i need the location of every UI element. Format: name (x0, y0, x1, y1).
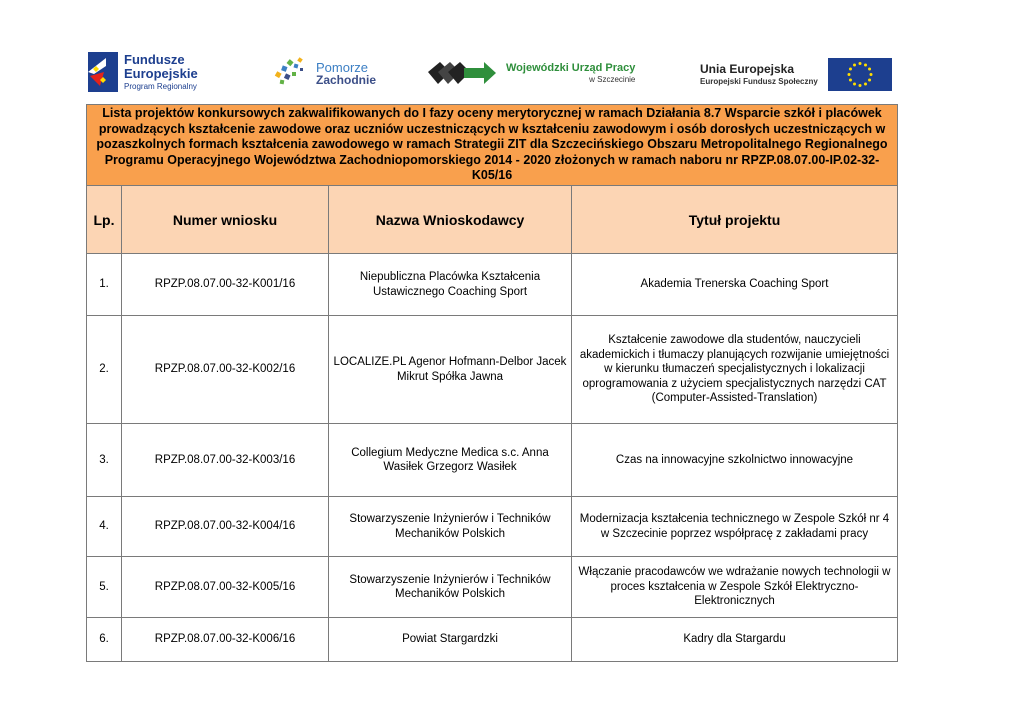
eu-star (864, 63, 867, 66)
eu-star (858, 84, 861, 87)
eu-star (858, 62, 861, 65)
unia-europejska-logo (700, 58, 892, 91)
fundusze-line3: Program Regionalny (124, 82, 197, 91)
cell-lp: 3. (87, 424, 122, 497)
pomorze-zachodnie-mosaic-icon (272, 56, 312, 90)
ue-line1: Unia Europejska (700, 62, 795, 76)
wup-line1: Wojewódzki Urząd Pracy (506, 61, 636, 74)
eu-star (869, 73, 872, 76)
cell-title: Kształcenie zawodowe dla studentów, nauczycieli akademickich i tłumaczy planujących rozwijanie umiejętności w kierunku tłumaczeń specjalistycznych i lokalizacji oprogramowania z użyciem specjalistycznych narzędzi CAT (Computer-Assisted-Translation) (572, 316, 898, 424)
cell-applicant: Powiat Stargardzki (329, 618, 572, 662)
cell-title: Akademia Trenerska Coaching Sport (572, 254, 898, 316)
pomorze-zachodnie-logo (272, 56, 376, 90)
eu-star (853, 83, 856, 86)
table-header-row (87, 186, 898, 254)
cell-number: RPZP.08.07.00-32-K004/16 (122, 497, 329, 557)
eu-star (847, 73, 850, 76)
wup-text (506, 63, 635, 84)
cell-applicant: LOCALIZE.PL Agenor Hofmann-Delbor Jacek Mikrut Spółka Jawna (329, 316, 572, 424)
cell-lp: 6. (87, 618, 122, 662)
eu-flag-icon (828, 58, 892, 91)
header-applicant: Nazwa Wnioskodawcy (329, 186, 572, 254)
eu-star (853, 63, 856, 66)
eu-star (868, 79, 871, 82)
cell-applicant: Collegium Medyczne Medica s.c. Anna Wasiłek Grzegorz Wasiłek (329, 424, 572, 497)
pomorze-line2: Zachodnie (316, 72, 377, 87)
fundusze-line2: Europejskie (124, 66, 198, 81)
cell-number: RPZP.08.07.00-32-K001/16 (122, 254, 329, 316)
table-row (87, 497, 898, 557)
cell-applicant: Stowarzyszenie Inżynierów i Techników Mechaników Polskich (329, 557, 572, 618)
cell-number: RPZP.08.07.00-32-K006/16 (122, 618, 329, 662)
wup-line2: w Szczecinie (589, 74, 636, 84)
table-title: Lista projektów konkursowych zakwalifikowanych do I fazy oceny merytorycznej w ramach Działania 8.7 Wsparcie szkół i placówek prowadzących kształcenie zawodowe oraz uczniów uczestniczących w kształceniu zawodowym i osób dorosłych uczestniczących w pozaszkolnych formach kształcenia zawodowego w ramach Strategii ZIT dla Szczecińskiego Obszaru Metropolitalnego Regionalnego Programu Operacyjnego Województwa Zachodniopomorskiego 2014 - 2020 złożonych w ramach naboru nr RPZP.08.07.00-IP.02-32-K05/16 (87, 105, 898, 186)
header-number: Numer wniosku (122, 186, 329, 254)
fundusze-europejskie-logo (88, 52, 198, 92)
cell-lp: 5. (87, 557, 122, 618)
cell-number: RPZP.08.07.00-32-K003/16 (122, 424, 329, 497)
eu-star (849, 79, 852, 82)
table-row (87, 618, 898, 662)
wup-logo (424, 58, 635, 88)
table-row (87, 254, 898, 316)
fundusze-line1: Fundusze (124, 52, 185, 67)
unia-europejska-text (700, 63, 818, 86)
cell-title: Czas na innowacyjne szkolnictwo innowacyjne (572, 424, 898, 497)
cell-title: Modernizacja kształcenia technicznego w Zespole Szkół nr 4 w Szczecinie poprzez współpracę z zakładami pracy (572, 497, 898, 557)
header-lp: Lp. (87, 186, 122, 254)
ue-line2: Europejski Fundusz Społeczny (700, 77, 818, 86)
cell-title: Kadry dla Stargardu (572, 618, 898, 662)
cell-number: RPZP.08.07.00-32-K005/16 (122, 557, 329, 618)
header-title: Tytuł projektu (572, 186, 898, 254)
projects-table (86, 104, 898, 662)
cell-applicant: Niepubliczna Placówka Kształcenia Ustawicznego Coaching Sport (329, 254, 572, 316)
table-row (87, 316, 898, 424)
eu-star (864, 83, 867, 86)
wup-cards-arrow-icon (424, 58, 498, 88)
pomorze-line1: Pomorze (316, 59, 369, 75)
cell-applicant: Stowarzyszenie Inżynierów i Techników Mechaników Polskich (329, 497, 572, 557)
logo-bar (0, 0, 1024, 100)
eu-star (849, 68, 852, 71)
table-row (87, 557, 898, 618)
table-row (87, 424, 898, 497)
pomorze-zachodnie-text (316, 61, 376, 86)
cell-number: RPZP.08.07.00-32-K002/16 (122, 316, 329, 424)
fundusze-europejskie-text (124, 53, 198, 91)
cell-lp: 2. (87, 316, 122, 424)
eu-star (868, 68, 871, 71)
cell-title: Włączanie pracodawców we wdrażanie nowych technologii w proces kształcenia w Zespole Szkół Elektryczno-Elektronicznych (572, 557, 898, 618)
cell-lp: 1. (87, 254, 122, 316)
fundusze-europejskie-flag-icon (88, 52, 118, 92)
cell-lp: 4. (87, 497, 122, 557)
